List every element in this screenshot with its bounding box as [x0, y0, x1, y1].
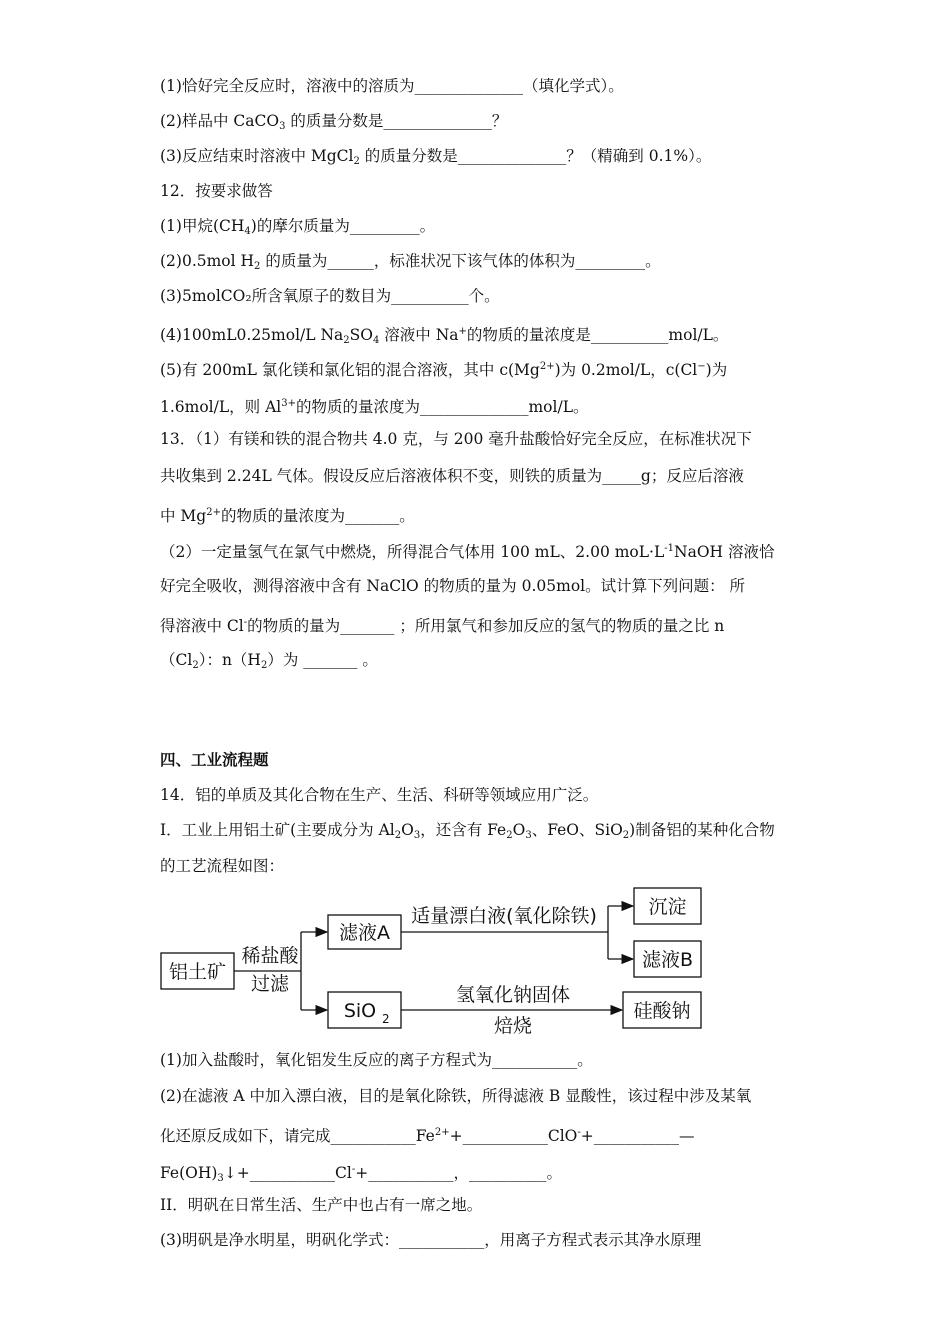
sio2-label: SiO: [343, 1000, 377, 1022]
filtrate-a-label: 滤液A: [339, 922, 390, 944]
q14-part2-line3: $Fe(OH)_3↓+\_\_\_\_\_\_\_\_\_\_\_Cl^-+\_\_\_\_\_\_\_\_\_\_\_$，__________。: [160, 1164, 562, 1184]
section-title: 四、工业流程题: [160, 750, 269, 769]
q14-intro-line2: 的工艺流程如图：: [160, 857, 285, 875]
filter-label: 过滤: [250, 973, 290, 995]
q14-title: 14．铝的单质及其化合物在生产、生活、科研等领域应用广泛。: [160, 786, 599, 804]
q13-line1: 13．（1）有镁和铁的混合物共 4.0 克，与 200 毫升盐酸恰好完全反应，在标准状况下: [160, 430, 752, 448]
process-flow-diagram: [158, 880, 706, 1036]
q11-part1: (1)恰好完全反应时，溶液中的溶质为______________（填化学式）。: [160, 77, 624, 95]
q12-part2: (2)0.5mol $H_2$ 的质量为______，标准状况下该气体的体积为_________。: [160, 252, 661, 272]
q12-part4: (4)100mL0.25mol/L $Na_2SO_4$ 溶液中 Na+的物质的量浓度是__________mol/L。: [160, 326, 729, 346]
q14-section-ii: II．明矾在日常生活、生产中也占有一席之地。: [160, 1196, 483, 1214]
sio2-subscript: 2: [382, 1012, 390, 1026]
q14-part1: (1)加入盐酸时，氧化铝发生反应的离子方程式为___________。: [160, 1051, 593, 1069]
silicate-label: 硅酸钠: [633, 1000, 691, 1022]
acid-label: 稀盐酸: [241, 945, 299, 967]
q12-part3: (3)5molCO₂所含氧原子的数目为__________个。: [160, 287, 500, 305]
q12-part5-cont: 1.6mol/L，则 $Al^{3+}$的物质的量浓度为______________mol/L。: [160, 398, 589, 416]
q13-line5: 好完全吸收，测得溶液中含有 NaClO 的物质的量为 0.05mol。试计算下列问题： 所: [160, 577, 746, 595]
q14-part2-line2: 化还原反成如下，请完成$\_\_\_\_\_\_\_\_\_\_\_Fe^{2+}+\_\_\_\_\_\_\_\_\_\_\_ClO^-+\_\_\_\_\_\_\_\_\_\_\_—$: [160, 1127, 695, 1145]
filtrate-b-label: 滤液B: [641, 949, 694, 971]
ore-label: 铝土矿: [168, 961, 227, 983]
q13-line3: 中 $Mg^{2+}$的物质的量浓度为_______。: [160, 507, 415, 525]
precipitate-label: 沉淀: [648, 896, 687, 918]
q14-part2-line1: (2)在滤液 A 中加入漂白液，目的是氧化除铁，所得滤液 B 显酸性，该过程中涉及某氧: [160, 1087, 752, 1105]
q13-line2: 共收集到 2.24L 气体。假设反应后溶液体积不变，则铁的质量为_____g；反应后溶液: [160, 467, 744, 485]
naoh-label: 氢氧化钠固体: [455, 984, 571, 1006]
q12-title: 12．按要求做答: [160, 182, 273, 200]
roast-label: 焙烧: [493, 1015, 533, 1036]
q12-part5: (5)有 200mL 氯化镁和氯化铝的混合溶液，其中 $c(Mg^{2+})$为 0.2mol/L，c(Cl−)为: [160, 361, 728, 379]
q11-part3: (3)反应结束时溶液中 MgCl$_2$ 的质量分数是______________？（精确到 0.1%）。: [160, 147, 712, 167]
q13-line6: 得溶液中 Cl-的物质的量为_______ ；所用氯气和参加反应的氢气的物质的量之比 n: [160, 617, 725, 635]
bleach-label: 适量漂白液(氧化除铁): [411, 905, 597, 927]
q13-line7: $(Cl_2)$：$n(H_2)$为 _______ 。: [160, 651, 378, 671]
q14-part3: (3)明矾是净水明星，明矾化学式：___________，用离子方程式表示其净水原理: [160, 1231, 702, 1249]
q14-intro-line1: I．工业上用铝土矿(主要成分为 $Al_2O_3$，还含有 $Fe_2O_3$、FeO、SiO$_2$)制备铝的某种化合物: [160, 821, 775, 841]
q11-part2: (2)样品中 CaCO$_3$ 的质量分数是______________？: [160, 112, 508, 132]
q13-line4: （2）一定量氢气在氯气中燃烧，所得混合气体用 100 mL、2.00 $moL\cdot L^{-1}NaOH$ 溶液恰: [160, 543, 775, 561]
q12-part1: (1)甲烷$(CH_4)$的摩尔质量为_________。: [160, 217, 436, 237]
